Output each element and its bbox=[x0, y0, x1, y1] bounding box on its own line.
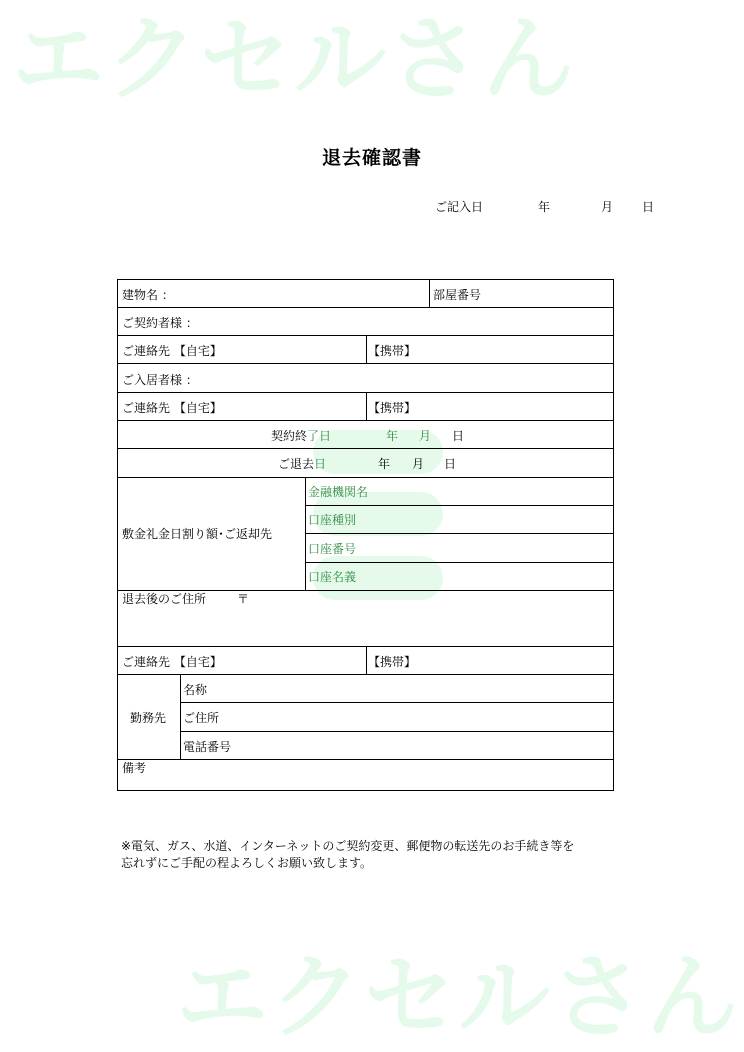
col-divider bbox=[366, 646, 367, 674]
footer-note-line: 忘れずにご手配の程よろしくお願い致します。 bbox=[121, 856, 373, 870]
row-divider bbox=[118, 307, 613, 308]
entry-date-year: 年 bbox=[538, 200, 551, 214]
contractor-name-label: ご契約者様 ： bbox=[122, 316, 198, 330]
row-divider bbox=[118, 759, 613, 760]
entry-date-day: 日 bbox=[642, 200, 655, 214]
moveout-year: 年 bbox=[378, 457, 391, 471]
contract-end-month: 月 bbox=[419, 429, 432, 443]
watermark-top: エクセルさん bbox=[12, 6, 577, 113]
moveout-suffix: 日 bbox=[314, 457, 327, 471]
account-holder-label: 口座名義 bbox=[308, 570, 357, 584]
resident-name-label: ご入居者様 ： bbox=[122, 373, 198, 387]
contract-end-label bbox=[271, 430, 331, 442]
row-divider bbox=[118, 590, 613, 591]
col-divider bbox=[366, 335, 367, 363]
row-divider bbox=[305, 533, 613, 534]
row-divider bbox=[118, 477, 613, 478]
row-divider bbox=[305, 505, 613, 506]
footer-note bbox=[121, 838, 574, 872]
workplace-name-label: 名称 bbox=[183, 683, 208, 697]
watermark-bottom: エクセルさん bbox=[176, 944, 741, 1051]
contact-home-label: ご連絡先 【自宅】 bbox=[122, 344, 222, 358]
account-number-label: 口座番号 bbox=[308, 542, 357, 556]
col-divider bbox=[305, 477, 306, 590]
postal-mark: 〒 bbox=[237, 592, 250, 606]
entry-date-label: ご記入日 bbox=[435, 200, 484, 214]
col-divider bbox=[180, 674, 181, 759]
footer-note-line: ※電気、ガス、水道、インターネットのご契約変更、郵便物の転送先のお手続き等を bbox=[121, 839, 575, 853]
moveout-date-label bbox=[278, 458, 326, 470]
contact-mobile-label: 【携帯】 bbox=[368, 655, 417, 669]
moveout-prefix: ご退去 bbox=[278, 457, 315, 471]
col-divider bbox=[429, 280, 430, 307]
row-divider bbox=[118, 363, 613, 364]
moveout-form bbox=[117, 279, 614, 791]
row-divider bbox=[118, 420, 613, 421]
page-title: 退去確認書 bbox=[321, 147, 422, 169]
contract-end-suffix: 了日 bbox=[307, 429, 332, 443]
moveout-day: 日 bbox=[444, 457, 457, 471]
entry-date-month: 月 bbox=[601, 200, 614, 214]
row-divider bbox=[305, 562, 613, 563]
building-name-label: 建物名 ： bbox=[122, 288, 174, 302]
room-number-label: 部屋番号 bbox=[433, 288, 482, 302]
workplace-address-label: ご住所 bbox=[183, 711, 220, 725]
row-divider bbox=[180, 731, 613, 732]
account-type-label: 口座種別 bbox=[308, 513, 357, 527]
new-address-label: 退去後のご住所 bbox=[122, 592, 207, 606]
workplace-label: 勤務先 bbox=[130, 711, 167, 725]
refund-label: 敷金礼金日割り額･ご返却先 bbox=[122, 527, 273, 541]
workplace-phone-label: 電話番号 bbox=[183, 740, 232, 754]
row-divider bbox=[118, 674, 613, 675]
remarks-label: 備考 bbox=[122, 761, 147, 775]
row-divider bbox=[118, 448, 613, 449]
contact-home-label: ご連絡先 【自宅】 bbox=[122, 401, 222, 415]
contact-home-label: ご連絡先 【自宅】 bbox=[122, 655, 222, 669]
contact-mobile-label: 【携帯】 bbox=[368, 401, 417, 415]
contact-mobile-label: 【携帯】 bbox=[368, 344, 417, 358]
contract-end-year: 年 bbox=[386, 429, 399, 443]
contract-end-day: 日 bbox=[452, 429, 465, 443]
bank-name-label: 金融機関名 bbox=[308, 485, 369, 499]
contract-end-prefix: 契約終 bbox=[271, 429, 308, 443]
row-divider bbox=[180, 702, 613, 703]
moveout-month: 月 bbox=[412, 457, 425, 471]
col-divider bbox=[366, 392, 367, 420]
